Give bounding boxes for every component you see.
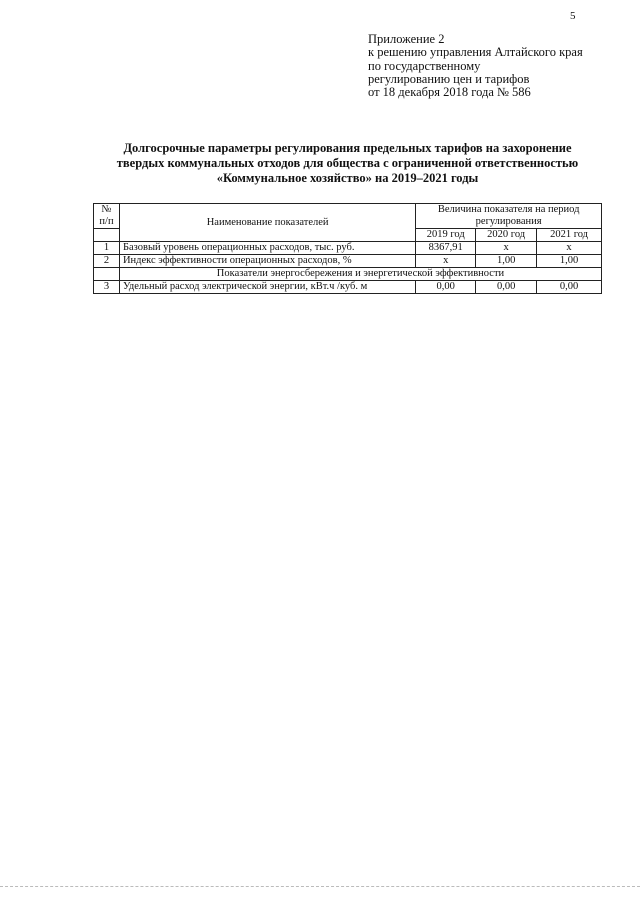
table-row <box>94 281 602 294</box>
document-title <box>90 141 605 186</box>
row-name: Индекс эффективности операционных расходов, % <box>119 255 415 268</box>
header-num-empty <box>94 229 120 242</box>
header-year: 2019 год <box>416 229 476 242</box>
table-row <box>94 242 602 255</box>
row-value: x <box>476 242 537 255</box>
title-line: твердых коммунальных отходов для общества с ограниченной ответственностью <box>116 156 579 170</box>
title-line: Долгосрочные параметры регулирования предельных тарифов на захоронение <box>123 141 572 155</box>
row-value: 8367,91 <box>416 242 476 255</box>
section-row <box>94 268 602 281</box>
section-title: Показатели энергосбережения и энергетической эффективности <box>119 268 601 281</box>
row-value: 0,00 <box>476 281 537 294</box>
annex-header <box>368 33 583 99</box>
annex-line: регулированию цен и тарифов <box>368 71 530 86</box>
header-num: № п/п <box>94 204 120 229</box>
annex-line: по государственному <box>368 58 481 73</box>
row-num: 2 <box>94 255 120 268</box>
page-number: 5 <box>570 10 576 22</box>
row-value: x <box>416 255 476 268</box>
row-value: 0,00 <box>416 281 476 294</box>
row-num: 1 <box>94 242 120 255</box>
parameters-table <box>93 203 602 294</box>
section-num-empty <box>94 268 120 281</box>
row-name: Удельный расход электрической энергии, кВт.ч /куб. м <box>119 281 415 294</box>
row-value: 0,00 <box>537 281 602 294</box>
annex-line: к решению управления Алтайского края <box>368 45 583 60</box>
row-value: 1,00 <box>537 255 602 268</box>
header-name: Наименование показателей <box>119 204 415 242</box>
row-value: 1,00 <box>476 255 537 268</box>
header-year: 2020 год <box>476 229 537 242</box>
annex-line: Приложение 2 <box>368 32 445 46</box>
row-num: 3 <box>94 281 120 294</box>
title-line: «Коммунальное хозяйство» на 2019–2021 годы <box>216 171 479 185</box>
table-row <box>94 255 602 268</box>
header-year: 2021 год <box>537 229 602 242</box>
row-value: x <box>537 242 602 255</box>
annex-line: от 18 декабря 2018 года № 586 <box>368 85 531 100</box>
header-period: Величина показателя на период регулирования <box>416 204 602 229</box>
scan-edge-line <box>0 886 640 887</box>
row-name: Базовый уровень операционных расходов, тыс. руб. <box>119 242 415 255</box>
